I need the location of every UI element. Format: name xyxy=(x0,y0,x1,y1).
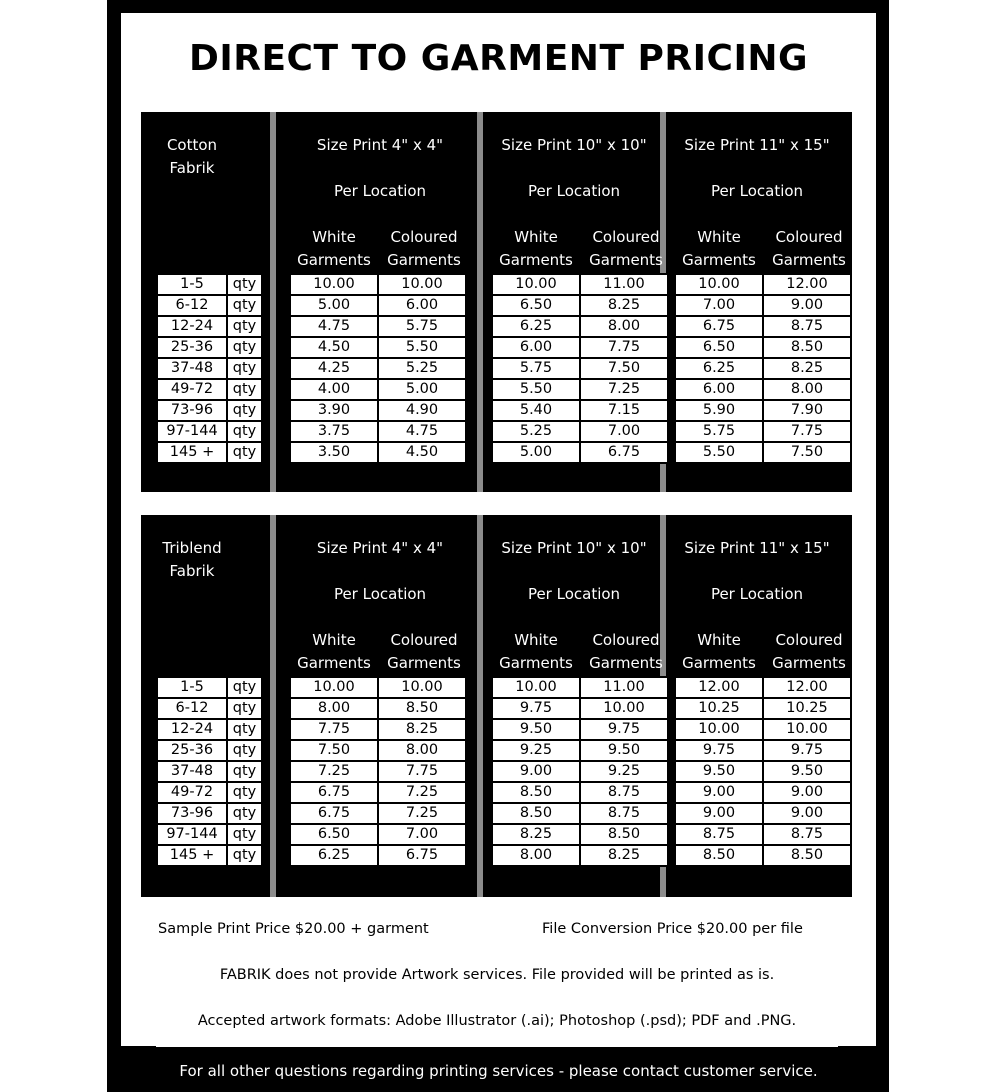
white-garments-label: Garments xyxy=(499,654,573,672)
coloured-garment-price: 8.75 xyxy=(763,824,851,845)
coloured-garments-label: Garments xyxy=(589,251,663,269)
coloured-garment-price: 7.25 xyxy=(378,803,466,824)
coloured-garment-price: 9.25 xyxy=(580,761,668,782)
table-row xyxy=(290,803,466,824)
price-grid xyxy=(674,273,852,464)
coloured-garment-price: 8.75 xyxy=(580,782,668,803)
coloured-garment-price: 4.50 xyxy=(378,442,466,463)
white-garment-price: 10.25 xyxy=(675,698,763,719)
table-row xyxy=(290,400,466,421)
table-row xyxy=(675,698,851,719)
table-row xyxy=(157,295,262,316)
white-garment-price: 5.75 xyxy=(492,358,580,379)
fabric-label-line2: Fabrik xyxy=(169,159,215,177)
white-garments-label: Garments xyxy=(297,654,371,672)
table-row xyxy=(290,719,466,740)
white-garment-price: 3.90 xyxy=(290,400,378,421)
qty-label: qty xyxy=(227,421,262,442)
table-row xyxy=(492,803,668,824)
quantity-range: 1-5 xyxy=(157,677,227,698)
white-garment-price: 5.00 xyxy=(492,442,580,463)
qty-label: qty xyxy=(227,358,262,379)
table-row xyxy=(290,761,466,782)
notes-panel xyxy=(156,897,838,1047)
coloured-garment-price: 9.50 xyxy=(580,740,668,761)
table-row xyxy=(290,274,466,295)
white-garment-price: 3.75 xyxy=(290,421,378,442)
table-row xyxy=(492,421,668,442)
coloured-garment-price: 8.75 xyxy=(763,316,851,337)
table-row xyxy=(675,274,851,295)
coloured-garment-price: 5.00 xyxy=(378,379,466,400)
fabric-label xyxy=(147,134,237,180)
white-garments-label: Garments xyxy=(499,251,573,269)
white-garment-price: 6.25 xyxy=(492,316,580,337)
table-row xyxy=(492,677,668,698)
file-conversion-price: File Conversion Price $20.00 per file xyxy=(542,921,803,937)
column-separator xyxy=(270,515,276,897)
table-row xyxy=(157,761,262,782)
table-row xyxy=(157,845,262,866)
table-row xyxy=(675,803,851,824)
price-grid xyxy=(491,273,669,464)
white-garment-price: 10.00 xyxy=(492,274,580,295)
column-separator xyxy=(477,515,483,897)
coloured-garment-price: 10.00 xyxy=(580,698,668,719)
per-location-label: Per Location xyxy=(527,585,621,603)
table-row xyxy=(290,337,466,358)
quantity-range: 37-48 xyxy=(157,761,227,782)
price-grid xyxy=(674,676,852,867)
coloured-garments-label: Garments xyxy=(387,654,461,672)
page-title: DIRECT TO GARMENT PRICING xyxy=(188,38,809,79)
coloured-garment-price: 11.00 xyxy=(580,274,668,295)
white-garment-price: 3.50 xyxy=(290,442,378,463)
qty-label: qty xyxy=(227,803,262,824)
coloured-garments-label: Garments xyxy=(387,251,461,269)
table-row xyxy=(492,782,668,803)
coloured-garment-price: 7.90 xyxy=(763,400,851,421)
table-row xyxy=(675,379,851,400)
white-garment-price: 9.00 xyxy=(675,803,763,824)
quantity-grid xyxy=(156,273,263,464)
coloured-garments-label: Coloured xyxy=(775,631,843,649)
table-row xyxy=(675,845,851,866)
quantity-range: 97-144 xyxy=(157,421,227,442)
table-row xyxy=(157,316,262,337)
size-print-header: Size Print 10" x 10" xyxy=(501,136,647,154)
coloured-garment-price: 8.00 xyxy=(580,316,668,337)
table-row xyxy=(675,400,851,421)
coloured-garment-price: 7.75 xyxy=(378,761,466,782)
coloured-garment-price: 7.50 xyxy=(763,442,851,463)
table-row xyxy=(290,421,466,442)
coloured-garment-price: 12.00 xyxy=(763,274,851,295)
coloured-garments-label: Garments xyxy=(589,654,663,672)
qty-label: qty xyxy=(227,337,262,358)
white-garment-price: 6.00 xyxy=(492,337,580,358)
white-garment-price: 8.00 xyxy=(492,845,580,866)
white-garment-price: 10.00 xyxy=(492,677,580,698)
white-garment-price: 5.50 xyxy=(492,379,580,400)
per-location-label: Per Location xyxy=(710,585,804,603)
coloured-garment-price: 5.75 xyxy=(378,316,466,337)
coloured-garment-price: 11.00 xyxy=(580,677,668,698)
size-print-header: Size Print 4" x 4" xyxy=(316,136,444,154)
white-garments-label: White xyxy=(514,228,558,246)
table-row xyxy=(157,824,262,845)
white-garment-price: 5.90 xyxy=(675,400,763,421)
coloured-garments-label: Coloured xyxy=(390,631,458,649)
qty-label: qty xyxy=(227,845,262,866)
table-row xyxy=(290,698,466,719)
quantity-range: 12-24 xyxy=(157,316,227,337)
coloured-garment-price: 9.50 xyxy=(763,761,851,782)
per-location-label: Per Location xyxy=(710,182,804,200)
coloured-garments-label: Garments xyxy=(772,251,846,269)
table-row xyxy=(675,337,851,358)
column-separator xyxy=(477,112,483,492)
coloured-garment-price: 8.50 xyxy=(378,698,466,719)
table-row xyxy=(675,442,851,463)
pricing-table-cotton xyxy=(141,112,852,492)
white-garment-price: 7.50 xyxy=(290,740,378,761)
white-garments-label: White xyxy=(312,631,356,649)
column-separator xyxy=(270,112,276,492)
table-row xyxy=(157,719,262,740)
fabric-label-line1: Cotton xyxy=(166,136,218,154)
white-garment-price: 6.75 xyxy=(675,316,763,337)
coloured-garment-price: 10.00 xyxy=(378,677,466,698)
coloured-garment-price: 8.25 xyxy=(763,358,851,379)
coloured-garment-price: 6.75 xyxy=(580,442,668,463)
coloured-garment-price: 10.25 xyxy=(763,698,851,719)
coloured-garment-price: 9.75 xyxy=(763,740,851,761)
table-row xyxy=(675,421,851,442)
coloured-garment-price: 7.00 xyxy=(580,421,668,442)
white-garment-price: 8.75 xyxy=(675,824,763,845)
white-garment-price: 10.00 xyxy=(290,274,378,295)
quantity-range: 6-12 xyxy=(157,698,227,719)
qty-label: qty xyxy=(227,677,262,698)
table-row xyxy=(492,358,668,379)
white-garment-price: 7.25 xyxy=(290,761,378,782)
per-location-label: Per Location xyxy=(527,182,621,200)
size-print-header: Size Print 11" x 15" xyxy=(684,136,830,154)
table-row xyxy=(290,295,466,316)
coloured-garment-price: 4.90 xyxy=(378,400,466,421)
table-row xyxy=(290,782,466,803)
table-row xyxy=(675,719,851,740)
coloured-garment-price: 8.50 xyxy=(763,337,851,358)
qty-label: qty xyxy=(227,295,262,316)
price-grid xyxy=(289,676,467,867)
white-garment-price: 6.75 xyxy=(290,803,378,824)
white-garment-price: 9.50 xyxy=(675,761,763,782)
qty-label: qty xyxy=(227,698,262,719)
white-garment-price: 5.75 xyxy=(675,421,763,442)
white-garment-price: 5.25 xyxy=(492,421,580,442)
white-garment-price: 4.75 xyxy=(290,316,378,337)
quantity-range: 6-12 xyxy=(157,295,227,316)
coloured-garment-price: 7.15 xyxy=(580,400,668,421)
per-location-label: Per Location xyxy=(333,182,427,200)
white-garment-price: 6.50 xyxy=(675,337,763,358)
table-row xyxy=(675,782,851,803)
footer-contact: For all other questions regarding printing services - please contact customer service. xyxy=(179,1062,818,1080)
size-print-header: Size Print 10" x 10" xyxy=(501,539,647,557)
white-garment-price: 6.00 xyxy=(675,379,763,400)
table-row xyxy=(157,803,262,824)
white-garment-price: 4.50 xyxy=(290,337,378,358)
quantity-range: 49-72 xyxy=(157,782,227,803)
white-garment-price: 6.50 xyxy=(290,824,378,845)
white-garment-price: 8.25 xyxy=(492,824,580,845)
table-row xyxy=(492,719,668,740)
white-garment-price: 9.25 xyxy=(492,740,580,761)
white-garment-price: 4.00 xyxy=(290,379,378,400)
quantity-range: 12-24 xyxy=(157,719,227,740)
white-garments-label: White xyxy=(312,228,356,246)
qty-label: qty xyxy=(227,379,262,400)
table-row xyxy=(675,740,851,761)
qty-label: qty xyxy=(227,316,262,337)
qty-label: qty xyxy=(227,400,262,421)
table-row xyxy=(157,740,262,761)
table-row xyxy=(675,761,851,782)
coloured-garment-price: 6.00 xyxy=(378,295,466,316)
table-row xyxy=(157,677,262,698)
coloured-garment-price: 8.25 xyxy=(580,845,668,866)
table-row xyxy=(157,698,262,719)
coloured-garment-price: 9.00 xyxy=(763,295,851,316)
table-row xyxy=(290,824,466,845)
white-garment-price: 5.00 xyxy=(290,295,378,316)
table-row xyxy=(492,316,668,337)
coloured-garment-price: 8.50 xyxy=(763,845,851,866)
table-row xyxy=(157,782,262,803)
coloured-garment-price: 10.00 xyxy=(763,719,851,740)
price-grid xyxy=(491,676,669,867)
table-row xyxy=(675,677,851,698)
table-row xyxy=(675,824,851,845)
table-row xyxy=(290,442,466,463)
coloured-garment-price: 8.00 xyxy=(763,379,851,400)
table-row xyxy=(290,316,466,337)
coloured-garment-price: 9.00 xyxy=(763,803,851,824)
table-row xyxy=(157,442,262,463)
coloured-garment-price: 7.75 xyxy=(580,337,668,358)
white-garments-label: Garments xyxy=(682,654,756,672)
white-garment-price: 8.50 xyxy=(492,803,580,824)
table-row xyxy=(157,358,262,379)
qty-label: qty xyxy=(227,782,262,803)
coloured-garment-price: 9.00 xyxy=(763,782,851,803)
table-row xyxy=(675,358,851,379)
white-garment-price: 9.75 xyxy=(675,740,763,761)
artwork-disclaimer: FABRIK does not provide Artwork services. File provided will be printed as is. xyxy=(219,967,775,983)
white-garment-price: 6.25 xyxy=(675,358,763,379)
white-garment-price: 8.50 xyxy=(492,782,580,803)
table-row xyxy=(290,358,466,379)
white-garment-price: 9.50 xyxy=(492,719,580,740)
table-row xyxy=(492,442,668,463)
coloured-garments-label: Garments xyxy=(772,654,846,672)
table-row xyxy=(492,761,668,782)
qty-label: qty xyxy=(227,274,262,295)
white-garment-price: 8.50 xyxy=(675,845,763,866)
fabric-label-line1: Triblend xyxy=(162,539,222,557)
quantity-range: 49-72 xyxy=(157,379,227,400)
table-row xyxy=(492,274,668,295)
table-row xyxy=(492,845,668,866)
table-row xyxy=(492,337,668,358)
coloured-garments-label: Coloured xyxy=(775,228,843,246)
qty-label: qty xyxy=(227,719,262,740)
quantity-range: 97-144 xyxy=(157,824,227,845)
qty-label: qty xyxy=(227,442,262,463)
white-garments-label: Garments xyxy=(682,251,756,269)
table-row xyxy=(157,274,262,295)
white-garment-price: 7.00 xyxy=(675,295,763,316)
table-row xyxy=(675,295,851,316)
white-garment-price: 8.00 xyxy=(290,698,378,719)
white-garment-price: 10.00 xyxy=(675,719,763,740)
coloured-garments-label: Coloured xyxy=(390,228,458,246)
white-garments-label: Garments xyxy=(297,251,371,269)
size-print-header: Size Print 11" x 15" xyxy=(684,539,830,557)
coloured-garments-label: Coloured xyxy=(592,631,660,649)
table-row xyxy=(492,824,668,845)
white-garment-price: 12.00 xyxy=(675,677,763,698)
quantity-range: 145 + xyxy=(157,845,227,866)
coloured-garment-price: 7.25 xyxy=(580,379,668,400)
quantity-grid xyxy=(156,676,263,867)
table-row xyxy=(675,316,851,337)
coloured-garment-price: 7.25 xyxy=(378,782,466,803)
size-print-header: Size Print 4" x 4" xyxy=(316,539,444,557)
white-garment-price: 10.00 xyxy=(290,677,378,698)
pricing-table-triblend xyxy=(141,515,852,897)
coloured-garments-label: Coloured xyxy=(592,228,660,246)
coloured-garment-price: 8.75 xyxy=(580,803,668,824)
quantity-range: 25-36 xyxy=(157,337,227,358)
qty-label: qty xyxy=(227,740,262,761)
coloured-garment-price: 8.25 xyxy=(580,295,668,316)
fabric-label-line2: Fabrik xyxy=(169,562,215,580)
white-garment-price: 4.25 xyxy=(290,358,378,379)
table-row xyxy=(492,400,668,421)
table-row xyxy=(157,379,262,400)
white-garments-label: White xyxy=(697,228,741,246)
table-row xyxy=(290,740,466,761)
coloured-garment-price: 10.00 xyxy=(378,274,466,295)
white-garment-price: 7.75 xyxy=(290,719,378,740)
quantity-range: 73-96 xyxy=(157,803,227,824)
coloured-garment-price: 6.75 xyxy=(378,845,466,866)
coloured-garment-price: 5.25 xyxy=(378,358,466,379)
quantity-range: 25-36 xyxy=(157,740,227,761)
coloured-garment-price: 7.50 xyxy=(580,358,668,379)
table-row xyxy=(157,421,262,442)
quantity-range: 145 + xyxy=(157,442,227,463)
table-row xyxy=(157,400,262,421)
qty-label: qty xyxy=(227,824,262,845)
white-garment-price: 9.00 xyxy=(675,782,763,803)
coloured-garment-price: 5.50 xyxy=(378,337,466,358)
table-row xyxy=(492,295,668,316)
white-garment-price: 5.50 xyxy=(675,442,763,463)
white-garments-label: White xyxy=(514,631,558,649)
table-row xyxy=(492,379,668,400)
white-garment-price: 9.75 xyxy=(492,698,580,719)
coloured-garment-price: 9.75 xyxy=(580,719,668,740)
coloured-garment-price: 4.75 xyxy=(378,421,466,442)
coloured-garment-price: 12.00 xyxy=(763,677,851,698)
white-garment-price: 6.25 xyxy=(290,845,378,866)
table-row xyxy=(157,337,262,358)
coloured-garment-price: 7.75 xyxy=(763,421,851,442)
white-garment-price: 5.40 xyxy=(492,400,580,421)
fabric-label xyxy=(147,537,237,583)
accepted-formats: Accepted artwork formats: Adobe Illustrator (.ai); Photoshop (.psd); PDF and .PNG. xyxy=(197,1013,797,1029)
qty-label: qty xyxy=(227,761,262,782)
coloured-garment-price: 8.00 xyxy=(378,740,466,761)
table-row xyxy=(492,740,668,761)
price-grid xyxy=(289,273,467,464)
sample-print-price: Sample Print Price $20.00 + garment xyxy=(158,921,429,937)
quantity-range: 1-5 xyxy=(157,274,227,295)
table-row xyxy=(492,698,668,719)
white-garments-label: White xyxy=(697,631,741,649)
coloured-garment-price: 8.25 xyxy=(378,719,466,740)
white-garment-price: 6.75 xyxy=(290,782,378,803)
coloured-garment-price: 8.50 xyxy=(580,824,668,845)
quantity-range: 37-48 xyxy=(157,358,227,379)
table-row xyxy=(290,845,466,866)
white-garment-price: 10.00 xyxy=(675,274,763,295)
coloured-garment-price: 7.00 xyxy=(378,824,466,845)
table-row xyxy=(290,379,466,400)
white-garment-price: 9.00 xyxy=(492,761,580,782)
white-garment-price: 6.50 xyxy=(492,295,580,316)
quantity-range: 73-96 xyxy=(157,400,227,421)
table-row xyxy=(290,677,466,698)
per-location-label: Per Location xyxy=(333,585,427,603)
